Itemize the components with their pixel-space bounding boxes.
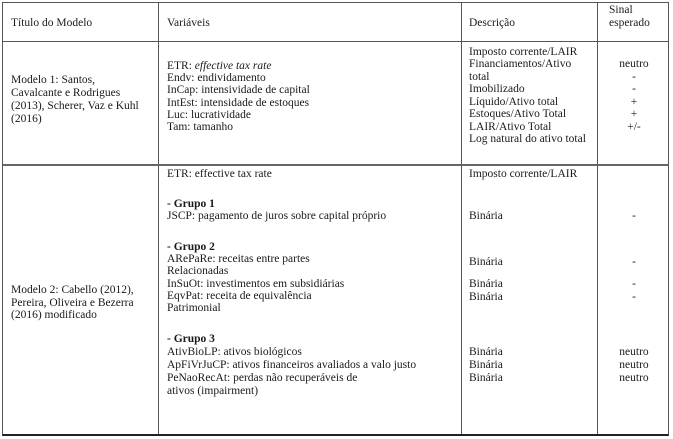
model1-description: Estoques/Ativo Total <box>469 108 567 120</box>
column-divider <box>158 3 159 434</box>
variable-label: intensividade de capital <box>201 84 310 96</box>
models-table <box>2 2 669 436</box>
grupo3-sign: neutro <box>619 346 649 358</box>
model1-description: total <box>469 71 490 83</box>
model1-variable <box>167 60 271 72</box>
grupo2-sign: - <box>632 278 636 290</box>
model1-sign: neutro <box>619 58 649 70</box>
grupo2-sign: - <box>632 291 636 303</box>
grupo2-description: Binária <box>469 256 503 268</box>
variable-label: tamanho <box>193 121 233 133</box>
model1-description: LAIR/Ativo Total <box>469 121 552 133</box>
model1-description: Log natural do ativo total <box>469 133 586 145</box>
grupo3-description: Binária <box>469 346 503 358</box>
model1-description: Imposto corrente/LAIR <box>469 46 578 58</box>
model1-title-line: Cavalcante e Rodrigues <box>11 87 121 99</box>
grupo3-variable: PeNaoRecAt: perdas não recuperáveis de <box>167 372 358 384</box>
model1-sign: +/- <box>627 121 641 133</box>
model1-sign: + <box>630 96 638 108</box>
header-sinal: Sinal <box>609 4 633 16</box>
variable-code: Luc: <box>167 109 191 121</box>
variable-label: lucratividade <box>190 109 251 121</box>
row-divider <box>3 41 668 42</box>
grupo2-description: Binária <box>469 291 503 303</box>
grupo3-sign: neutro <box>619 372 649 384</box>
model2-title-line: Modelo 2: Cabello (2012), <box>11 284 134 296</box>
model1-description: Financiamentos/Ativo <box>469 58 572 70</box>
header-titulo: Título do Modelo <box>11 17 93 29</box>
row-divider <box>3 164 668 166</box>
model2-etr: ETR: effective tax rate <box>167 168 272 180</box>
model2-etr-description: Imposto corrente/LAIR <box>469 168 578 180</box>
model1-title-line: (2013), Scherer, Vaz e Kuhl <box>11 100 139 112</box>
model1-variable <box>167 109 251 121</box>
grupo2-variable: InSuOt: investimentos em subsidiárias <box>167 278 345 290</box>
grupo2-variable-continued: Patrimonial <box>167 302 221 314</box>
variable-label: effective tax rate <box>194 60 272 72</box>
grupo2-heading: - Grupo 2 <box>167 241 215 253</box>
grupo3-variable: AtivBioLP: ativos biológicos <box>167 346 302 358</box>
grupo1-heading: - Grupo 1 <box>167 198 215 210</box>
grupo2-variable: ARePaRe: receitas entre partes <box>167 253 310 265</box>
model2-title-line: (2016) modificado <box>11 309 97 321</box>
grupo1-description: Binária <box>469 210 503 222</box>
model1-variable <box>167 72 266 84</box>
variable-code: Endv: <box>167 72 198 84</box>
model2-title-line: Pereira, Oliveira e Bezerra <box>11 297 134 309</box>
grupo3-heading: - Grupo 3 <box>167 333 215 345</box>
grupo3-sign: neutro <box>619 359 649 371</box>
grupo3-description: Binária <box>469 372 503 384</box>
model1-sign: - <box>632 71 636 83</box>
header-descricao: Descrição <box>469 17 515 29</box>
model1-title-line: Modelo 1: Santos, <box>11 74 96 86</box>
grupo2-sign: - <box>632 256 636 268</box>
variable-label: endividamento <box>197 72 266 84</box>
variable-code: Tam: <box>167 121 194 133</box>
model1-sign: - <box>632 83 636 95</box>
grupo3-variable-continued: ativos (impairment) <box>167 385 259 397</box>
variable-code: IntEst: <box>167 97 201 109</box>
variable-label: intensidade de estoques <box>200 97 310 109</box>
model1-sign: + <box>630 108 638 120</box>
model1-variable <box>167 121 233 133</box>
variable-code: ETR: <box>167 60 195 72</box>
model1-title-line: (2016) <box>11 113 42 125</box>
grupo3-variable: ApFiVrJuCP: ativos financeiros avaliados a valo justo <box>167 359 417 371</box>
model1-description: Imobilizado <box>469 83 525 95</box>
column-divider <box>461 3 462 434</box>
model1-variable <box>167 97 309 109</box>
header-esperado: esperado <box>609 17 650 29</box>
grupo1-sign: - <box>632 210 636 222</box>
grupo2-description: Binária <box>469 278 503 290</box>
grupo2-variable: EqvPat: receita de equivalência <box>167 290 312 302</box>
grupo2-variable-continued: Relacionadas <box>167 265 229 277</box>
model1-variable <box>167 84 310 96</box>
model1-description: Líquido/Ativo total <box>469 96 559 108</box>
grupo1-variable: JSCP: pagamento de juros sobre capital próprio <box>167 210 387 222</box>
grupo3-description: Binária <box>469 359 503 371</box>
variable-code: InCap: <box>167 84 202 96</box>
header-variaveis: Variáveis <box>167 17 210 29</box>
